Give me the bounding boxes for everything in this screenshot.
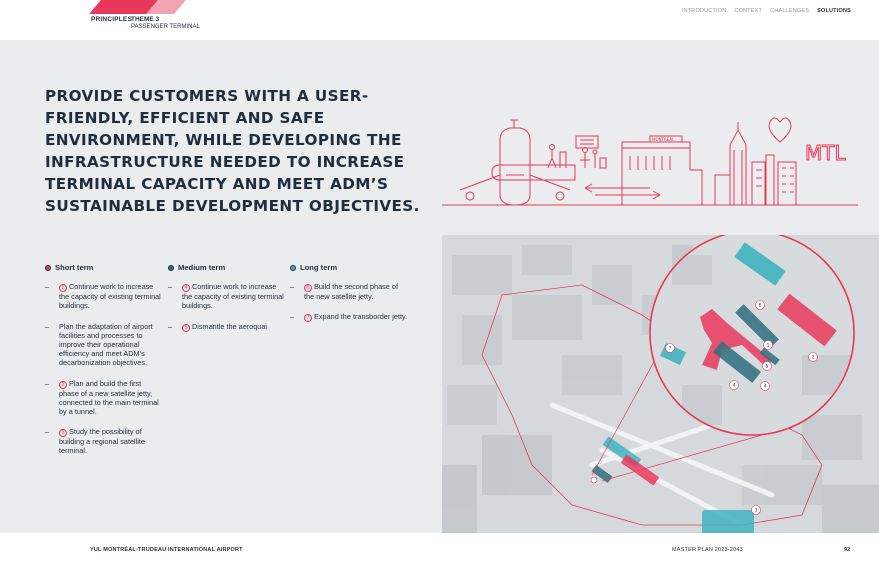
item-number-badge: 6	[304, 284, 312, 292]
page-headline: PROVIDE CUSTOMERS WITH A USER-FRIENDLY, EFFICIENT AND SAFE ENVIRONMENT, WHILE DEVELOPING THE INFRASTRUCTURE NEEDED TO INCREASE TERMINAL CAPACITY AND MEET ADM’S SUSTAINABLE DEVELOPMENT OBJECTIVES.	[45, 87, 420, 215]
airport-city-line-illustration	[440, 80, 860, 210]
content-panel	[0, 40, 879, 533]
page-number: 92	[844, 547, 851, 553]
nav-challenges[interactable]: CHALLENGES	[770, 8, 810, 14]
item-number-badge: 1	[59, 284, 67, 292]
item-number-badge: 2	[59, 381, 67, 389]
list-item: – Plan the adaptation of airport facilities and processes to improve their operational efficiency and meet ADM’s decarbonization objectives.	[45, 321, 153, 368]
map-label-2: 2	[811, 355, 815, 361]
item-text: Study the possibility of building a regional satellite terminal.	[59, 427, 145, 456]
top-bar	[0, 0, 879, 40]
medium-term-column	[168, 263, 286, 343]
long-term-column	[290, 263, 408, 333]
illustration-sign-text: MONTREAL	[652, 137, 675, 142]
item-number-badge: 3	[59, 429, 67, 437]
short-term-heading	[45, 263, 163, 272]
long-term-label: Long term	[300, 263, 338, 272]
long-term-heading	[290, 263, 408, 272]
item-number-badge: 5	[182, 324, 190, 332]
nav-introduction[interactable]: INTRODUCTION	[681, 8, 727, 14]
long-term-dot-icon	[290, 265, 296, 271]
item-text: Build the second phase of the new satellite jetty.	[304, 282, 398, 302]
map-label-4b: 4	[763, 384, 767, 390]
short-term-column	[45, 263, 163, 467]
map-label-6: 6	[758, 303, 762, 309]
medium-term-label: Medium term	[178, 263, 226, 272]
list-item: – 4 Continue work to increase the capacity of existing terminal buildings.	[168, 282, 284, 311]
item-number-badge: 7	[304, 314, 312, 322]
nav-context[interactable]: CONTEXT	[734, 8, 763, 14]
medium-term-heading	[168, 263, 286, 272]
item-text: Continue work to increase the capacity of existing terminal buildings.	[59, 282, 161, 311]
map-label-4a: 4	[732, 383, 736, 389]
list-item: – 2 Plan and build the first phase of a new satellite jetty, connected to the main terminal by a tunnel.	[45, 378, 159, 417]
item-text: Continue work to increase the capacity of existing terminal buildings.	[182, 282, 284, 311]
item-text: Dismantle the aeroquai	[192, 321, 268, 331]
map-label-1: 1	[766, 343, 770, 349]
list-item: – 5 Dismantle the aeroquai	[168, 321, 268, 331]
short-term-label: Short term	[55, 263, 94, 272]
list-item: – 1 Continue work to increase the capacity of existing terminal buildings.	[45, 282, 161, 311]
theme-subtitle: PASSENGER TERMINAL	[131, 24, 200, 30]
map-label-7: 7	[668, 346, 672, 352]
list-item: – 7 Expand the transborder jetty.	[290, 312, 408, 322]
footer-organization: YUL MONTRÉAL-TRUDEAU INTERNATIONAL AIRPORT	[90, 547, 243, 553]
list-item: – 6 Build the second phase of the new satellite jetty.	[290, 282, 398, 302]
medium-term-dot-icon	[168, 265, 174, 271]
airport-site-map	[442, 235, 879, 533]
item-number-badge: 4	[182, 284, 190, 292]
map-label-5: 5	[765, 364, 769, 370]
site-map-graphic	[442, 235, 879, 533]
theme-label: THEME 3	[131, 16, 160, 23]
item-text: Expand the transborder jetty.	[314, 312, 408, 322]
nav-solutions[interactable]: SOLUTIONS	[817, 8, 851, 14]
footer-document-title: MASTER PLAN 2023-2043	[672, 547, 743, 553]
short-term-dot-icon	[45, 265, 51, 271]
page-footer	[0, 533, 879, 569]
item-text: Plan the adaptation of airport facilities and processes to improve their operational efficiency and meet ADM’s decarbonization objectives.	[59, 321, 153, 368]
list-item: – 3 Study the possibility of building a regional satellite terminal.	[45, 427, 145, 456]
item-text: Plan and build the first phase of a new satellite jetty, connected to the main terminal by a tunnel.	[59, 378, 159, 417]
map-label-3: 3	[754, 508, 758, 514]
section-label: PRINCIPLES	[91, 16, 133, 23]
top-nav	[682, 8, 851, 14]
illustration-city-text: MTL	[805, 141, 846, 165]
